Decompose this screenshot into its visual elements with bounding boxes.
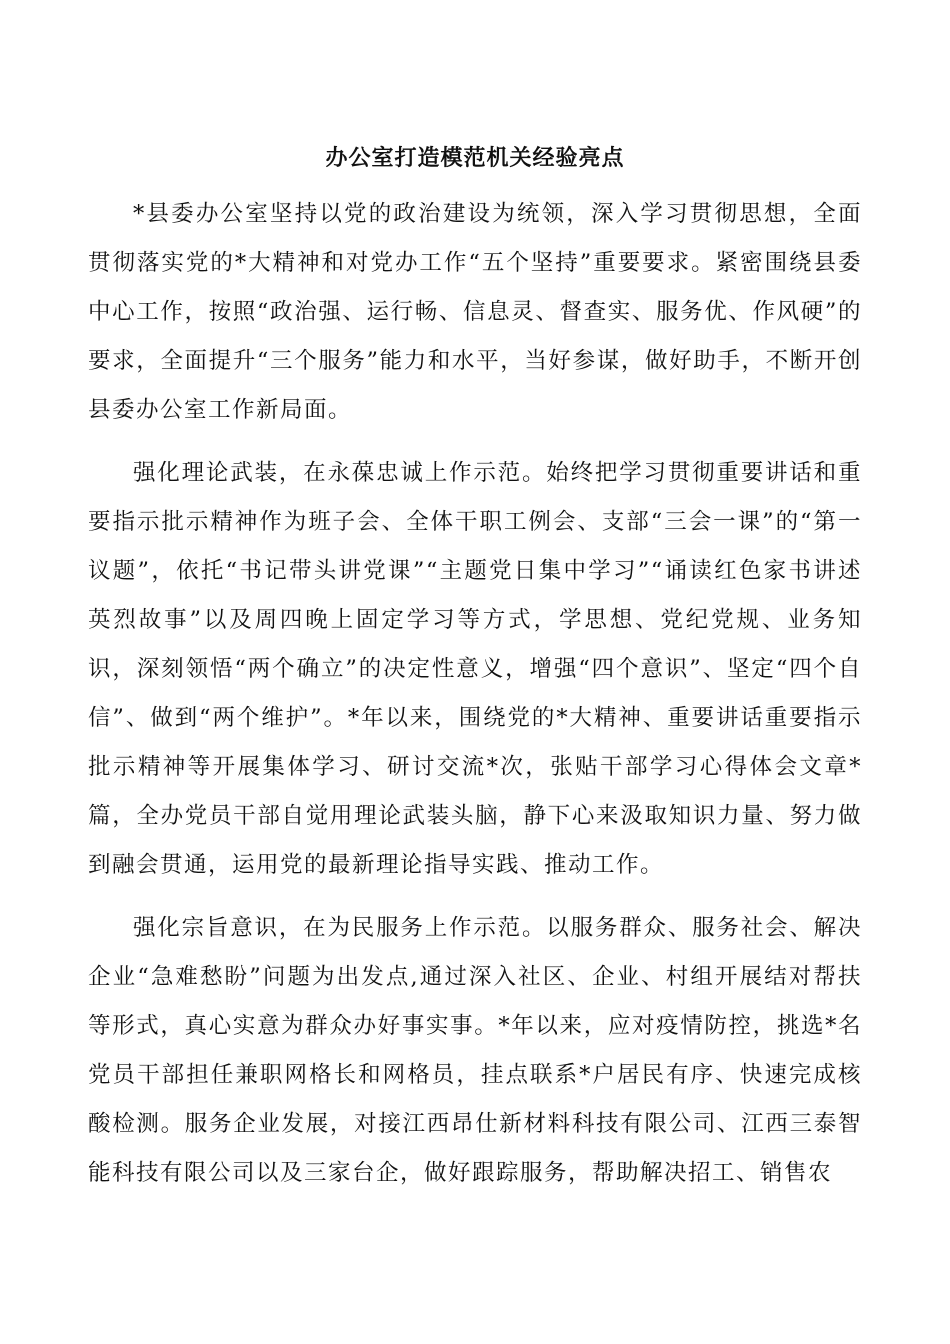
paragraph: 强化宗旨意识，在为民服务上作示范。以服务群众、服务社会、解决企业“急难愁盼”问题为出发点,通过深入社区、企业、村组开展结对帮扶等形式，真心实意为群众办好事实事。*年以来，应对疫情防控，挑选*名党员干部担任兼职网格长和网格员，挂点联系*户居民有序、快速完成核酸检测。服务企业发展，对接江西昂仕新材料科技有限公司、江西三泰智能科技有限公司以及三家台企，做好跟踪服务，帮助解决招工、销售农 — [88, 915, 862, 1186]
paragraph: 强化理论武装，在永葆忠诚上作示范。始终把学习贯彻重要讲话和重要指示批示精神作为班子会、全体干职工例会、支部“三会一课”的“第一议题”，依托“书记带头讲党课”“主题党日集中学习”“诵读红色家书讲述英烈故事”以及周四晚上固定学习等方式，学思想、党纪党规、业务知识，深刻领悟“两个确立”的决定性意义，增强“四个意识”、坚定“四个自信”、做到“两个维护”。*年以来，围绕党的*大精神、重要讲话重要指示批示精神等开展集体学习、研讨交流*次，张贴干部学习心得体会文章*篇，全办党员干部自觉用理论武装头脑，静下心来汲取知识力量、努力做到融会贯通，运用党的最新理论指导实践、推动工作。 — [88, 460, 862, 878]
paragraph: *县委办公室坚持以党的政治建设为统领，深入学习贯彻思想，全面贯彻落实党的*大精神和对党办工作“五个坚持”重要要求。紧密围绕县委中心工作，按照“政治强、运行畅、信息灵、督查实、服务优、作风硬”的要求，全面提升“三个服务”能力和水平，当好参谋，做好助手，不断开创县委办公室工作新局面。 — [88, 201, 862, 423]
document-body — [88, 190, 862, 1202]
document-title: 办公室打造模范机关经验亮点 — [325, 145, 625, 171]
